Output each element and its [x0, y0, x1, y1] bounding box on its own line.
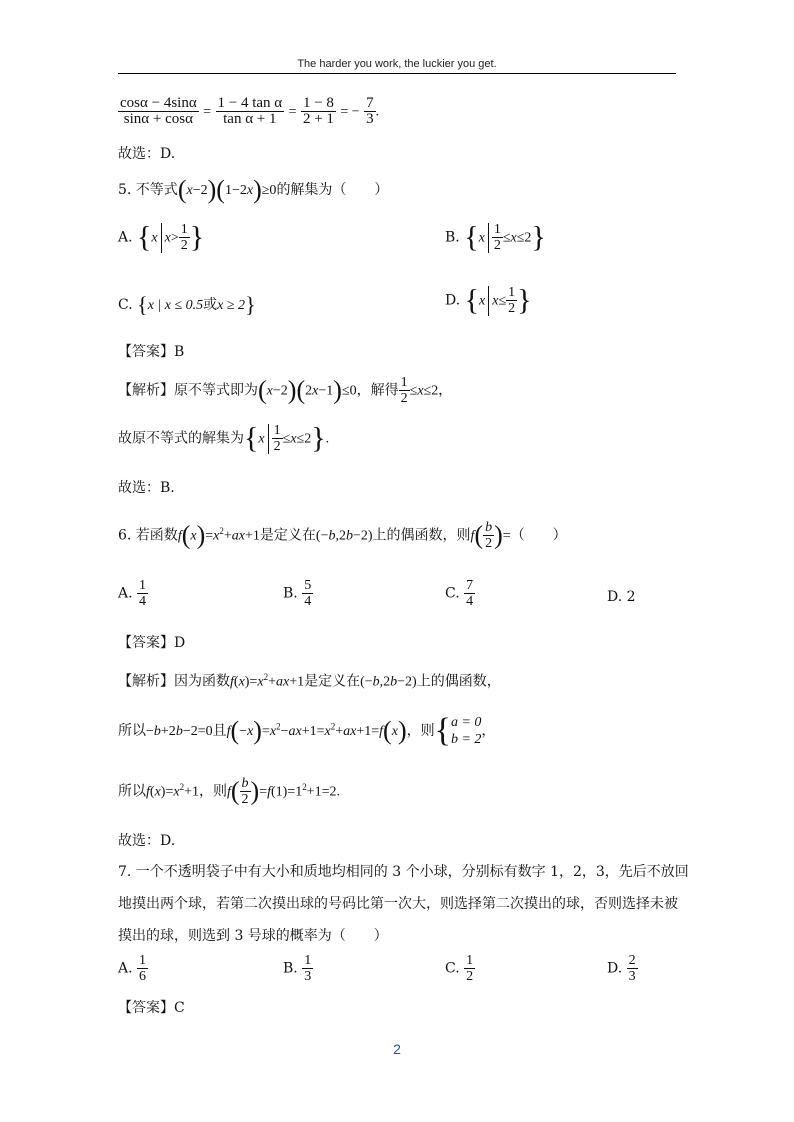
- q5-option-b: B. {x $\frac{1}{2}$ ≤x≤2}: [445, 220, 546, 254]
- q7-option-a: A. $\frac{1}{6}$: [118, 953, 147, 984]
- header-rule: [118, 73, 676, 74]
- q6-stem: 6. 若函数$f(x)=x^2+ax+1$是定义在(−b,2b−2)上的偶函数，则f( $\frac{b}{2}$ )=（ ）: [118, 520, 567, 551]
- q5-choose: 故选：B.: [118, 480, 175, 496]
- q6-choose: 故选：D.: [118, 833, 176, 849]
- q5-analysis: 【解析】原不等式即为(x−2)(2x−1)≤0，解得 $\frac{1}{2}$ ≤x≤2，: [118, 375, 453, 406]
- q5-analysis-set: 故原不等式的解集为{x $\frac{1}{2}$ ≤x≤2}.: [118, 421, 330, 455]
- q5-option-d: D. {x x≤ $\frac{1}{2}$ }: [445, 283, 532, 317]
- q6-option-c: C. $\frac{7}{4}$: [445, 578, 474, 609]
- tail-frac-2: $\frac{\text{1 − 4 tan α}}{\text{tan α + 1}}$: [217, 95, 283, 127]
- q7-option-b: B. $\frac{1}{3}$: [283, 953, 312, 984]
- q7-option-c: C. $\frac{1}{2}$: [445, 953, 474, 984]
- tail-frac-1: $\frac{\cos\alpha - 4\sin\alpha}{\sin\alpha + \cos\alpha}$: [120, 95, 197, 127]
- q6-answer: 【答案】D: [118, 635, 186, 651]
- page-header: The harder you work, the luckier you get.: [297, 58, 497, 70]
- q5-option-c: C. {x | x ≤ 0.5或x ≥ 2}: [118, 292, 256, 317]
- q6-option-d: D. 2: [607, 589, 636, 605]
- tail-equation: $\frac{\cos\alpha - 4\sin\alpha}{\sin\alpha + \cos\alpha}$ = $\frac{\text{1 − 4 tan α}}{\text{tan α + 1}}$ = $\frac{1 - 8}{2 + 1}$ = − $\frac{7}{3}$ .: [120, 95, 380, 127]
- q6-analysis-1: 【解析】因为函数$f(x)=x^2+ax+1$是定义在(−b,2b−2)上的偶函数，: [118, 672, 501, 690]
- q7-line-2: 地摸出两个球，若第二次摸出球的号码比第一次大，则选择第二次摸出的球，否则选择未被: [118, 896, 678, 912]
- tail-frac-3: $\frac{1 - 8}{2 + 1}$: [302, 95, 334, 127]
- q7-line-1: 7. 一个不透明袋子中有大小和质地均相同的 3 个小球，分别标有数字 1，2，3，先后不放回: [118, 864, 689, 880]
- q7-line-3: 摸出的球，则选到 3 号球的概率为（ ）: [118, 928, 388, 944]
- q6-option-b: B. $\frac{5}{4}$: [283, 578, 312, 609]
- tail-frac-result: $\frac{7}{3}$: [366, 95, 374, 127]
- q6-analysis-3: 所以$f(x)=x^2+1$，则f( $\frac{b}{2}$ )$=f(1)=1^2+1=2$.: [118, 776, 341, 807]
- q6-option-a: A. $\frac{1}{4}$: [118, 578, 147, 609]
- q5-stem: 5. 不等式(x−2)(1−2x)≥0的解集为（ ）: [118, 175, 389, 204]
- q6-analysis-2: 所以−b+2b−2=0且$f(-x)=x^2-ax+1=x^2+ax+1=f(x)$，则{ a = 0 b = 2 ，: [118, 712, 496, 749]
- q7-answer: 【答案】C: [118, 1000, 185, 1016]
- tail-choose: 故选：D.: [118, 146, 176, 162]
- page-number: 2: [393, 1041, 401, 1057]
- q5-answer: 【答案】B: [118, 344, 185, 360]
- q7-option-d: D. $\frac{2}{3}$: [607, 953, 636, 984]
- q5-option-a: A. {x x> $\frac{1}{2}$ }: [118, 220, 205, 254]
